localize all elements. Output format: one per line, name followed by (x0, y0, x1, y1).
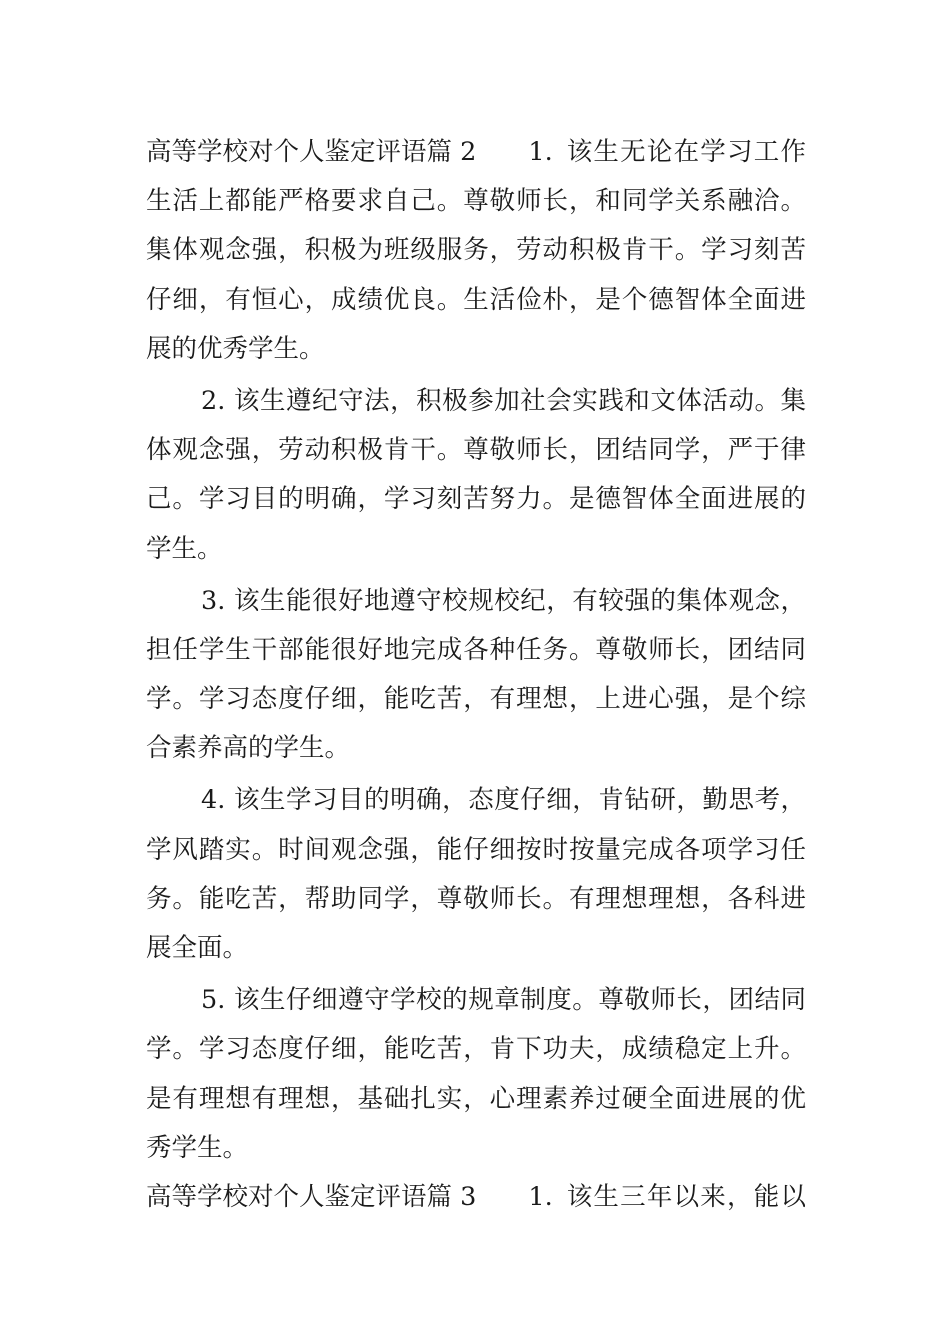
paragraph-line: 展全面。 (146, 933, 249, 963)
paragraph-line: 学风踏实。时间观念强，能仔细按时按量完成各项学习任 (146, 834, 806, 865)
item-number: 1. (528, 1181, 553, 1212)
paragraph-line: 己。学习目的明确，学习刻苦努力。是德智体全面进展的 (146, 484, 806, 515)
paragraph-line: 4. 该生学习目的明确，态度仔细，肯钻研，勤思考， (201, 785, 806, 816)
document-body (146, 128, 806, 1222)
paragraph-line: 学生。 (146, 533, 223, 564)
paragraph-line: 务。能吃苦，帮助同学，尊敬师长。有理想理想，各科进 (146, 883, 806, 914)
paragraph-line: 秀学生。 (146, 1132, 249, 1163)
paragraph-line: 5. 该生仔细遵守学校的规章制度。尊敬师长，团结同 (201, 985, 806, 1016)
section-title: 高等学校对个人鉴定评语篇 2 (146, 137, 477, 167)
paragraph-line: 该生三年以来，能以 (566, 1181, 806, 1212)
paragraph-line: 体观念强，劳动积极肯干。尊敬师长，团结同学，严于律 (146, 435, 806, 466)
paragraph-line: 展的优秀学生。 (146, 333, 325, 364)
section-heading-line (146, 1173, 806, 1222)
paragraph-line: 合素养高的学生。 (146, 733, 351, 764)
section-heading-line (146, 128, 806, 177)
paragraph-line: 该生无论在学习工作 (566, 137, 806, 167)
paragraph-line: 仔细，有恒心，成绩优良。生活俭朴，是个德智体全面进 (146, 284, 806, 315)
paragraph-line: 是有理想有理想，基础扎实，心理素养过硬全面进展的优 (146, 1083, 806, 1114)
paragraph-line: 3. 该生能很好地遵守校规校纪，有较强的集体观念， (201, 585, 806, 616)
paragraph-line: 学。学习态度仔细，能吃苦，肯下功夫，成绩稳定上升。 (146, 1034, 806, 1065)
section-title: 高等学校对个人鉴定评语篇 3 (146, 1181, 477, 1212)
paragraph-line: 担任学生干部能很好地完成各种任务。尊敬师长，团结同 (146, 634, 806, 665)
paragraph-line: 2. 该生遵纪守法，积极参加社会实践和文体活动。集 (201, 385, 806, 416)
paragraph-line: 学。学习态度仔细，能吃苦，有理想，上进心强，是个综 (146, 684, 806, 715)
paragraph-line: 生活上都能严格要求自己。尊敬师长，和同学关系融洽。 (146, 186, 806, 217)
paragraph-line: 集体观念强，积极为班级服务，劳动积极肯干。学习刻苦 (146, 235, 806, 266)
item-number: 1. (528, 137, 553, 167)
